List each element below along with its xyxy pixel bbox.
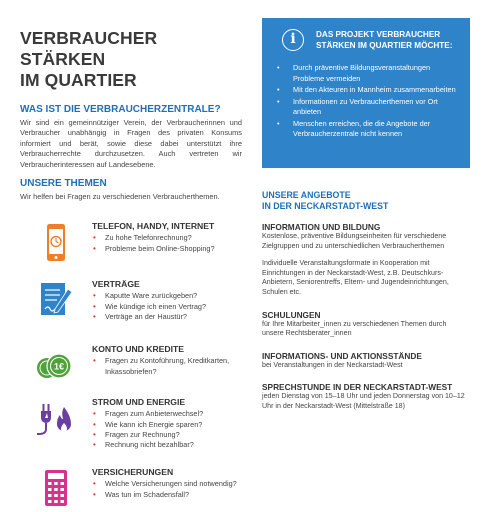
theme-item: • Wie kann ich Energie sparen? [92, 420, 242, 430]
themes-list [20, 221, 242, 512]
themes-text: Wir helfen bei Fragen zu verschiedenen Verbraucherthemen. [20, 192, 220, 202]
theme-item: • Zu hohe Telefonrechnung? [92, 233, 242, 243]
section-title: INFORMATIONS- UND AKTIONSSTÄNDE [262, 350, 422, 361]
left-column [20, 28, 242, 512]
page-title [20, 28, 242, 91]
theme-title: VERTRÄGE [92, 279, 140, 290]
project-info-box [262, 18, 470, 168]
theme-item: • Kaputte Ware zurückgeben? [92, 291, 242, 301]
section-information [262, 222, 470, 298]
box-item: • Informationen zu Verbraucherthemen vor Ort anbieten [274, 97, 458, 118]
section-text: für Ihre Mitarbeiter_innen zu verschiedenen Themen durch unsere Rechtsberater_innen [262, 319, 447, 338]
box-item: • Mit den Akteuren in Mannheim zusammenarbeiten [274, 85, 458, 96]
coin-label: 1€ [53, 361, 65, 372]
title-line-1: VERBRAUCHER STÄRKEN [20, 28, 158, 69]
offers-heading [262, 190, 470, 212]
smartphone-icon [38, 223, 74, 263]
section-text: bei Veranstaltungen in der Neckarstadt-West [262, 360, 403, 369]
section-schulungen [262, 310, 470, 339]
theme-item: • Welche Versicherungen sind notwendig? [92, 479, 242, 489]
offers-heading-line-2: IN DER NECKARSTADT-WEST [262, 201, 389, 211]
box-title-line-1: DAS PROJEKT VERBRAUCHER [316, 30, 441, 39]
section-stands [262, 351, 470, 371]
box-title [316, 30, 452, 51]
theme-title: TELEFON, HANDY, INTERNET [92, 221, 215, 232]
section-title: SCHULUNGEN [262, 309, 321, 320]
box-item: • Menschen erreichen, die die Angebote der Verbraucherzentrale nicht kennen [274, 119, 458, 140]
info-icon: i [282, 29, 304, 51]
box-list [274, 63, 458, 140]
what-text: Wir sind ein gemeinnütziger Verein, der Verbraucherinnen und Verbraucher unabhängig in Fragen des privaten Konsums informiert und berät, sowie diese dabei unterstützt ihre Verbraucherrechte durchzusetzen. Auch vertreten wir Verbraucherinteressen auf Landesebene. [20, 118, 242, 169]
theme-telefon [20, 221, 242, 279]
theme-title: KONTO UND KREDITE [92, 344, 184, 355]
section-title: INFORMATION UND BILDUNG [262, 222, 381, 232]
theme-energie [20, 397, 242, 467]
theme-title: STROM UND ENERGIE [92, 397, 186, 408]
section-sprechstunde [262, 382, 470, 411]
theme-item: • Rechnung nicht bezahlbar? [92, 440, 242, 450]
theme-title: VERSICHERUNGEN [92, 467, 174, 478]
section-text: jeden Dienstag von 15–18 Uhr und jeden Donnerstag von 10–12 Uhr in der Neckarstadt-West (Mittelstraße 18) [262, 392, 465, 410]
theme-vertraege [20, 279, 242, 344]
theme-konto [20, 344, 242, 397]
theme-item: • Verträge an der Haustür? [92, 312, 242, 322]
theme-versicherungen [20, 467, 242, 512]
right-column [262, 18, 470, 412]
theme-item: • Wie kündige ich einen Vertrag? [92, 302, 242, 312]
box-item: • Durch präventive Bildungsveranstaltungen Probleme vermeiden [274, 63, 458, 84]
theme-item: • Was tun im Schadensfall? [92, 490, 242, 500]
section-text: Kostenlose, präventive Bildungseinheiten für verschiedene Zielgruppen und zu unterschiedlichen Verbraucherthemen [262, 232, 447, 250]
offers-heading-line-1: UNSERE ANGEBOTE [262, 190, 351, 200]
contract-icon [37, 281, 75, 321]
section-text-2: Individuelle Veranstaltungsformate in Kooperation mit Einrichtungen in der Neckarstadt-West, z.B. Deutschkurs-Anbietern, Seniorentreffs, Eltern- und Jugendeinrichtungen, Schulen etc. [262, 259, 449, 296]
energy-icon [34, 399, 76, 439]
box-title-line-2: STÄRKEN IM QUARTIER MÖCHTE: [316, 40, 453, 50]
theme-item: • Fragen zum Anbieterwechsel? [92, 409, 242, 419]
calculator-icon [38, 469, 74, 509]
theme-item: • Fragen zu Kontoführung, Kreditkarten, Inkassobriefen? [92, 356, 242, 376]
coins-icon [34, 346, 74, 386]
section-title: SPRECHSTUNDE IN DER NECKARSTADT-WEST [262, 382, 453, 393]
themes-heading: UNSERE THEMEN [20, 178, 107, 190]
theme-item: • Probleme beim Online-Shopping? [92, 244, 242, 254]
theme-item: • Fragen zur Rechnung? [92, 430, 242, 440]
title-line-2: IM QUARTIER [20, 70, 137, 90]
what-heading: WAS IST DIE VERBRAUCHERZENTRALE? [20, 104, 221, 115]
